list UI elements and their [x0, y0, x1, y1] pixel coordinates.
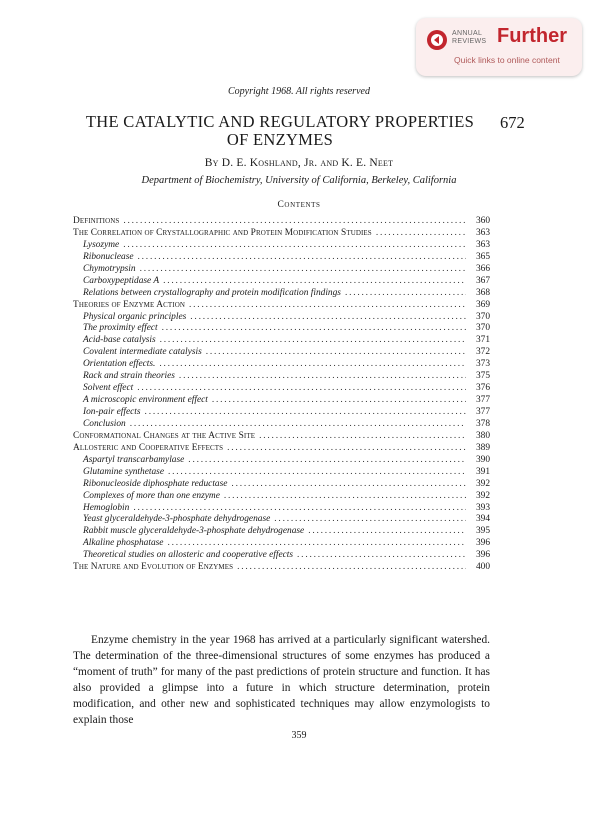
toc-entry-page: 394: [475, 514, 490, 525]
toc-entry[interactable]: [73, 503, 490, 515]
toc-entry-page: 377: [475, 395, 490, 406]
toc-entry[interactable]: [73, 562, 490, 574]
toc-entry-page: 360: [475, 216, 490, 226]
publisher-name: ANNUAL REVIEWS: [452, 30, 487, 45]
toc-leader-dots: [189, 300, 466, 312]
toc-entry[interactable]: [73, 276, 490, 288]
toc-leader-dots: [212, 395, 466, 407]
further-banner[interactable]: [416, 18, 582, 76]
toc-entry-page: 391: [475, 466, 490, 477]
toc-entry-page: 363: [475, 227, 490, 238]
toc-entry[interactable]: [73, 323, 490, 335]
toc-entry[interactable]: [73, 514, 490, 526]
toc-entry-page: 395: [475, 526, 490, 537]
toc-entry[interactable]: [73, 443, 490, 455]
toc-entry[interactable]: [73, 347, 490, 359]
toc-leader-dots: [138, 252, 466, 264]
toc-entry-label: The Nature and Evolution of Enzymes: [73, 562, 234, 573]
toc-entry-page: 365: [475, 251, 490, 262]
toc-entry[interactable]: [73, 407, 490, 419]
toc-entry-label: Ion-pair effects: [83, 407, 141, 417]
title-page-number: 672: [500, 113, 525, 132]
toc-entry-page: 367: [475, 275, 490, 286]
toc-entry-page: 400: [475, 562, 490, 573]
toc-entry-label: Relations between crystallography and protein modification findings: [83, 287, 341, 298]
toc-entry-label: Conformational Changes at the Active Site: [73, 430, 256, 441]
toc-leader-dots: [179, 371, 466, 383]
toc-entry-label: Hemoglobin: [83, 502, 130, 513]
toc-leader-dots: [376, 228, 466, 240]
toc-entry[interactable]: [73, 455, 490, 467]
toc-entry-label: Aspartyl transcarbamylase: [83, 454, 185, 465]
title-line-2: OF ENZYMES: [226, 130, 334, 149]
toc-entry[interactable]: [73, 467, 490, 479]
toc-entry-page: 370: [475, 311, 490, 322]
toc-leader-dots: [190, 312, 466, 324]
toc-leader-dots: [123, 216, 466, 228]
further-tagline: Quick links to online content: [454, 55, 560, 65]
toc-entry-page: 368: [475, 287, 490, 298]
toc-leader-dots: [133, 503, 466, 515]
toc-entry-label: Complexes of more than one enzyme: [83, 490, 220, 501]
toc-entry-page: 396: [475, 550, 490, 561]
toc-entry[interactable]: [73, 371, 490, 383]
toc-entry-label: The Correlation of Crystallographic and Protein Modification Studies: [73, 227, 372, 238]
toc-entry-label: Conclusion: [83, 418, 126, 429]
further-brand: Further: [497, 25, 567, 47]
toc-leader-dots: [145, 407, 466, 419]
body-text: [73, 632, 490, 728]
toc-entry-label: Definitions: [73, 216, 120, 226]
toc-leader-dots: [259, 431, 466, 443]
toc-leader-dots: [162, 323, 466, 335]
toc-entry-page: 376: [475, 383, 490, 394]
toc-entry[interactable]: [73, 491, 490, 503]
toc-leader-dots: [137, 383, 466, 395]
toc-entry-page: 378: [475, 418, 490, 429]
toc-entry[interactable]: [73, 312, 490, 324]
toc-leader-dots: [224, 491, 466, 503]
title-line-1: THE CATALYTIC AND REGULATORY PROPERTIES: [85, 112, 475, 131]
toc-leader-dots: [160, 335, 466, 347]
toc-entry[interactable]: [73, 240, 490, 252]
toc-entry[interactable]: [73, 264, 490, 276]
toc-entry-page: 375: [475, 371, 490, 382]
toc-entry-page: 389: [475, 442, 490, 453]
toc-entry[interactable]: [73, 216, 490, 228]
toc-leader-dots: [231, 479, 466, 491]
toc-entry-label: Lysozyme: [83, 239, 120, 250]
toc-entry[interactable]: [73, 252, 490, 264]
toc-entry[interactable]: [73, 526, 490, 538]
affiliation: Department of Biochemistry, University of California, Berkeley, California: [141, 175, 457, 186]
toc-entry-label: Orientation effects.: [83, 359, 156, 370]
toc-leader-dots: [188, 455, 466, 467]
annual-reviews-logo-icon: [426, 29, 448, 51]
toc-entry-label: A microscopic environment effect: [83, 395, 208, 406]
toc-entry[interactable]: [73, 395, 490, 407]
toc-entry-page: 366: [475, 263, 490, 274]
toc-leader-dots: [163, 276, 466, 288]
toc-leader-dots: [297, 550, 466, 562]
toc-entry-page: 372: [475, 347, 490, 358]
toc-entry-page: 390: [475, 454, 490, 465]
toc-entry[interactable]: [73, 300, 490, 312]
toc-entry-label: Physical organic principles: [83, 311, 187, 322]
toc-leader-dots: [140, 264, 466, 276]
toc-entry-page: 392: [475, 490, 490, 501]
toc-entry-label: Covalent intermediate catalysis: [83, 347, 202, 358]
toc-leader-dots: [167, 538, 466, 550]
toc-entry-label: Solvent effect: [83, 383, 134, 394]
toc-entry[interactable]: [73, 383, 490, 395]
page-number: 359: [291, 730, 307, 741]
toc-entry-page: 373: [475, 359, 490, 370]
toc-entry-label: Ribonucleoside diphosphate reductase: [83, 478, 228, 489]
intro-paragraph: Enzyme chemistry in the year 1968 has arrived at a particularly significant watershed. The determination of the three-dimensional structures of some enzymes has produced a “moment of truth” for many of the past predictions of protein structure and function. It has also provided a glimpse into a future in which structure determination, protein modification, and other new and sophisticated techniques may allow enzymologists to explain those: [73, 634, 490, 726]
toc-entry-page: 380: [475, 430, 490, 441]
article-title: [50, 113, 510, 149]
toc-entry-label: Rabbit muscle glyceraldehyde-3-phosphate dehydrogenase: [83, 526, 305, 537]
toc-entry[interactable]: [73, 288, 490, 300]
toc-entry-label: Theoretical studies on allosteric and cooperative effects: [83, 550, 294, 561]
toc-leader-dots: [345, 288, 466, 300]
toc-leader-dots: [168, 467, 466, 479]
toc-entry-page: 370: [475, 323, 490, 334]
toc-entry-page: 369: [475, 299, 490, 310]
toc-leader-dots: [308, 526, 466, 538]
toc-entry-label: Acid-base catalysis: [83, 335, 156, 346]
toc-entry[interactable]: [73, 335, 490, 347]
toc-entry-page: 393: [475, 502, 490, 513]
toc-entry[interactable]: [73, 419, 490, 431]
table-of-contents: [73, 216, 490, 574]
toc-leader-dots: [123, 240, 466, 252]
toc-leader-dots: [237, 562, 466, 574]
authors: By D. E. Koshland, Jr. and K. E. Neet: [204, 157, 394, 169]
toc-entry-label: Alkaline phosphatase: [83, 538, 164, 549]
toc-entry[interactable]: [73, 431, 490, 443]
toc-leader-dots: [130, 419, 466, 431]
toc-leader-dots: [206, 347, 466, 359]
toc-entry-label: Chymotrypsin: [83, 263, 136, 274]
toc-entry-label: Rack and strain theories: [83, 371, 175, 382]
toc-entry-label: Ribonuclease: [83, 251, 134, 262]
toc-entry[interactable]: [73, 538, 490, 550]
toc-entry-label: Theories of Enzyme Action: [73, 299, 186, 310]
toc-leader-dots: [227, 443, 466, 455]
toc-entry[interactable]: [73, 550, 490, 562]
toc-leader-dots: [159, 359, 466, 371]
toc-entry[interactable]: [73, 479, 490, 491]
contents-heading: Contents: [277, 200, 321, 210]
toc-entry-page: 392: [475, 478, 490, 489]
toc-entry-label: The proximity effect: [83, 323, 158, 334]
toc-entry-page: 396: [475, 538, 490, 549]
toc-leader-dots: [274, 514, 466, 526]
toc-entry-page: 363: [475, 239, 490, 250]
toc-entry-page: 371: [475, 335, 490, 346]
toc-entry-label: Allosteric and Cooperative Effects: [73, 442, 224, 453]
toc-entry[interactable]: [73, 228, 490, 240]
toc-entry-label: Glutamine synthetase: [83, 466, 164, 477]
toc-entry-page: 377: [475, 407, 490, 417]
toc-entry-label: Yeast glyceraldehyde-3-phosphate dehydrogenase: [83, 514, 271, 525]
copyright-notice: Copyright 1968. All rights reserved: [228, 86, 370, 97]
toc-entry[interactable]: [73, 359, 490, 371]
toc-entry-label: Carboxypeptidase A: [83, 275, 160, 286]
